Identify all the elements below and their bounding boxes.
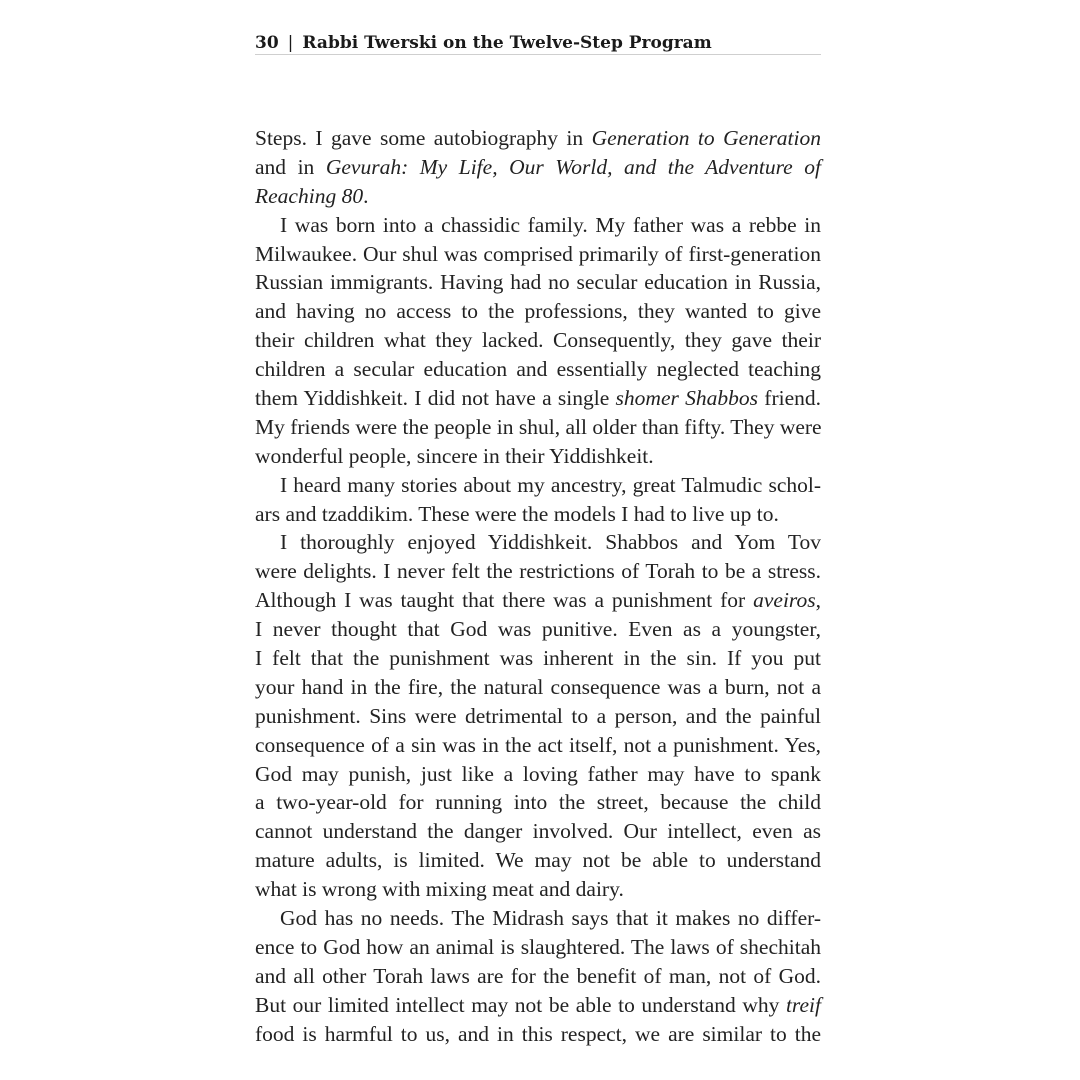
- text-span: Steps. I gave some autobiography in: [255, 126, 592, 150]
- text-line: [255, 384, 821, 413]
- italic-text: shomer Shabbos: [615, 386, 758, 411]
- text-span: But our limited intellect may not be able to understand why: [255, 992, 786, 1017]
- text-span: .: [363, 183, 369, 208]
- text-span: ,: [815, 588, 821, 613]
- text-line: [255, 182, 821, 211]
- text-span: God may punish, just like a loving father may have to spank: [255, 761, 821, 786]
- italic-text: Reaching 80: [255, 183, 364, 208]
- text-line: [255, 644, 821, 673]
- header-separator: |: [287, 33, 294, 53]
- text-span: consequence of a sin was in the act itself, not a punishment. Yes,: [255, 732, 821, 757]
- text-span: your hand in the fire, the natural consequence was a burn, not a: [255, 674, 821, 699]
- text-span: what is wrong with mixing meat and dairy.: [255, 877, 624, 902]
- text-span: their children what they lacked. Consequently, they gave their: [255, 328, 821, 353]
- text-line: [255, 413, 821, 442]
- text-line: [255, 673, 821, 702]
- text-line: [255, 933, 821, 962]
- text-span: I thoroughly enjoyed Yiddishkeit. Shabbos and Yom Tov: [280, 530, 821, 555]
- text-line: [255, 760, 821, 789]
- text-line: [255, 702, 821, 731]
- text-span: My friends were the people in shul, all older than fifty. They were: [255, 414, 822, 439]
- text-line: [255, 586, 821, 615]
- text-span: I heard many stories about my ancestry, great Talmudic schol-: [280, 472, 821, 497]
- text-line: [255, 471, 821, 500]
- text-line: [255, 355, 821, 384]
- text-line: [255, 904, 821, 933]
- text-span: cannot understand the danger involved. Our intellect, even as: [255, 819, 821, 844]
- text-span: and all other Torah laws are for the benefit of man, not of God.: [255, 963, 821, 988]
- text-span: were delights. I never felt the restrictions of Torah to be a stress.: [255, 559, 821, 584]
- text-line: [255, 846, 821, 875]
- text-span: them Yiddishkeit. I did not have a single: [255, 386, 616, 411]
- text-line: [255, 268, 821, 297]
- text-line: [255, 211, 821, 240]
- text-span: ence to God how an animal is slaughtered. The laws of shechitah: [255, 934, 821, 959]
- text-span: punishment. Sins were detrimental to a person, and the painful: [255, 703, 821, 728]
- text-line: [255, 788, 821, 817]
- text-line: [255, 500, 821, 529]
- text-line: [255, 528, 821, 557]
- text-line: [255, 731, 821, 760]
- text-line: [255, 1020, 821, 1049]
- text-span: Although I was taught that there was a punishment for: [255, 588, 754, 613]
- text-span: food is harmful to us, and in this respect, we are similar to the: [255, 1021, 821, 1046]
- text-line: [255, 297, 821, 326]
- text-span: mature adults, is limited. We may not be able to understand: [255, 848, 821, 873]
- text-span: and in: [255, 154, 326, 179]
- text-line: [255, 240, 821, 269]
- text-line: [255, 124, 821, 153]
- text-span: I felt that the punishment was inherent in the sin. If you put: [255, 646, 821, 671]
- italic-text: Generation to Generation: [591, 126, 822, 150]
- text-span: I was born into a chassidic family. My father was a rebbe in: [280, 212, 821, 237]
- text-span: friend.: [758, 386, 821, 411]
- text-line: [255, 442, 821, 471]
- text-line: [255, 991, 821, 1020]
- text-span: and having no access to the professions, they wanted to give: [255, 299, 821, 324]
- text-line: [255, 615, 821, 644]
- italic-text: Gevurah: My Life, Our World, and the Adventure of: [325, 154, 821, 179]
- italic-text: treif: [785, 992, 821, 1017]
- page-number: 30: [255, 33, 279, 53]
- text-span: ars and tzaddikim. These were the models I had to live up to.: [255, 501, 779, 526]
- text-line: [255, 817, 821, 846]
- text-span: wonderful people, sincere in their Yiddishkeit.: [255, 443, 654, 468]
- body-text: [255, 124, 821, 1049]
- text-span: children a secular education and essentially neglected teaching: [255, 357, 821, 382]
- text-span: God has no needs. The Midrash says that it makes no differ-: [280, 906, 821, 931]
- book-title: Rabbi Twerski on the Twelve-Step Program: [302, 33, 712, 53]
- text-span: Russian immigrants. Having had no secular education in Russia,: [255, 270, 821, 295]
- italic-text: aveiros: [753, 588, 816, 613]
- running-head: [255, 32, 821, 55]
- text-line: [255, 875, 821, 904]
- text-span: a two-year-old for running into the street, because the child: [255, 790, 821, 815]
- text-span: Milwaukee. Our shul was comprised primarily of first-generation: [255, 241, 821, 266]
- text-line: [255, 962, 821, 991]
- text-line: [255, 326, 821, 355]
- text-line: [255, 153, 821, 182]
- text-line: [255, 557, 821, 586]
- text-span: I never thought that God was punitive. Even as a youngster,: [255, 617, 821, 642]
